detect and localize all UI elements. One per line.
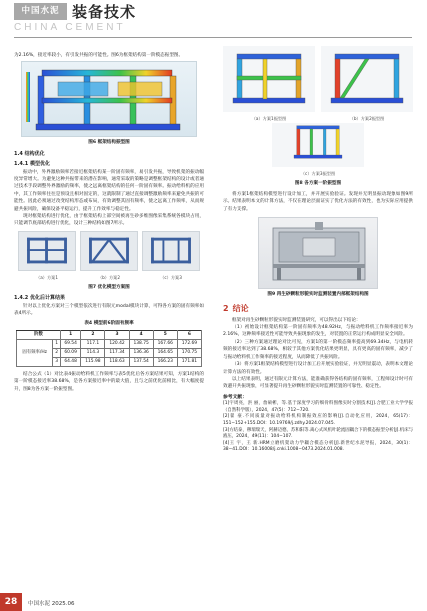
- table-cell: 137.54: [129, 357, 153, 366]
- section-2-heading: [223, 303, 413, 315]
- paragraph-comparison: 结合公式（1）对比表4振动给料机工作频率与表5优化后各方案结果可知，方案1结构的第一阶模态接近率38.68%，是各方案接近率中的最大值，且与之前优化前相比，有大幅度提升，图8为各方案一阶振型图。: [14, 371, 204, 392]
- table-header-cell: 4: [129, 330, 153, 339]
- table-cell: 114.3: [81, 348, 105, 357]
- section-2-number: 2: [223, 303, 229, 313]
- table-4-caption: 表4 模型前6阶固有频率: [84, 321, 134, 327]
- figure-7-subcaption-a: （a）方案1: [36, 275, 58, 281]
- scheme-1-mode-image: [223, 46, 315, 112]
- conclusion-item-2: （2）三种方案通过理论对比可见，方案1的第一阶模态频率提高到69.34Hz，与电机转频的接近率达到了38.68%，相较于其他方案优化结果更明显，具有更高的固有频率，减少了与振动给料机工作频率的接近程度，从而降低了共振风险。: [223, 339, 413, 360]
- section-1-4-heading: 1.4 结构优化: [14, 150, 45, 157]
- figure-7-panel-c: [142, 231, 200, 282]
- table-cell: 167.66: [153, 339, 177, 348]
- section-2-title: 结论: [232, 303, 249, 313]
- table-header-cell: 6: [177, 330, 201, 339]
- figure-8-row-2: [223, 123, 413, 178]
- figure-7-caption: 图7 优化模型方案图: [88, 284, 130, 290]
- table-cell: 60.09: [60, 348, 80, 357]
- figure-8-caption: 图8 各方案一阶振型图: [294, 180, 342, 186]
- table-cell: 115.98: [81, 357, 105, 366]
- table-cell-scheme: 3: [53, 357, 61, 366]
- table-header-cell: 2: [81, 330, 105, 339]
- figure-7-schemes: [18, 231, 200, 282]
- table-cell: 164.65: [153, 348, 177, 357]
- figure-6-caption: 图6 框架结构振型图: [88, 140, 130, 146]
- reference-item: [2]翟 豪.不同质量对振动给料机构制振效应的影响[J].自动化应用，2024，65(17)：151−152+155.DOI：10.19769/j.zdhy.2024.07.045.: [223, 414, 413, 426]
- table-header-cell: 3: [105, 330, 129, 339]
- table-header-cell: 5: [153, 330, 177, 339]
- figure-8-subcaption-c: （c）方案3振型图: [300, 171, 336, 177]
- natural-frequency-table: [16, 330, 202, 367]
- scheme-3-mode-image: [272, 123, 364, 167]
- figure-8-subcaption-b: （b）方案2振型图: [349, 116, 385, 122]
- table-cell: 69.54: [60, 339, 80, 348]
- paragraph-conclusion-intro: 框架对再生砂颗粒形貌实时监测装置研究，可以得出以下结论：: [232, 317, 361, 323]
- footer-issue: 中国水泥 2025.06: [28, 600, 75, 607]
- table-cell: 166.23: [153, 357, 177, 366]
- scheme-2-mode-image: [321, 46, 413, 112]
- paragraph-experimental-validation: 将方案1框架结构模型进行设计加工，并开展实验验证。发现并无明显振动现象如图9所示。结果表明本文的计算方法，不仅在理论层面证实了优化方法的有效性，也为实际应用提供了有力支撑。: [223, 192, 413, 212]
- table-cell: 117.34: [105, 348, 129, 357]
- table-cell: 138.75: [129, 339, 153, 348]
- conclusion-item-3: （3）将方案1框架结构模型进行设计加工后开展实验验证，并无明显震动，表明本文理论计算方法的有效性。: [223, 362, 413, 375]
- figure-7-subcaption-b: （b）方案2: [97, 275, 121, 281]
- table-row: [17, 339, 202, 348]
- page-number: 28: [0, 593, 22, 611]
- figure-7-panel-a: [18, 231, 76, 282]
- header-divider: [14, 37, 412, 38]
- table-cell-scheme: 1: [53, 339, 61, 348]
- figure-8-panel-a: [223, 46, 315, 123]
- reference-item: [3]方结泰，穆瑞瑞天，阿赫迈德，苏和阳等.离心式风机叶轮流固耦合下的模态振型分析[J].机床与液压，2024，49(11)：104−107.: [223, 427, 413, 440]
- table-cell: 118.63: [105, 357, 129, 366]
- conclusion-item-1: （1）初始设计框架结构第一阶固有频率为48.92Hz，与振动给料机工作频率接近率为2.16%，这种频率接近性可能导致共振现象的发生，对装置的正常运行构成明显安全风险。: [223, 325, 413, 338]
- scheme-3-image: [142, 231, 200, 271]
- table-cell: 117.1: [81, 339, 105, 348]
- table-header-cell: 1: [60, 330, 80, 339]
- journal-logo: 中国水泥: [14, 3, 67, 20]
- references-heading: 参考文献：: [223, 394, 247, 400]
- figure-9-device-frame: [258, 217, 378, 289]
- page-footer: [0, 593, 427, 611]
- journal-subtitle: CHINA CEMENT: [14, 22, 126, 33]
- reference-item: [1]宇周亮，洪 丽，詹硕彬，等.基于深度学习的细骨料图像实时分割技术[J].合肥工业大学学报（自然科学版），2024，47(5)：712−720.: [223, 401, 413, 413]
- right-column: [223, 46, 413, 454]
- figure-8-mode-shapes: [223, 46, 413, 123]
- intro-paragraph: 为2.16%，接近率较小，有引发共振的可能性。图6为框架结构第一阶模态振型图。: [14, 53, 184, 58]
- table-header-order: 阶数: [17, 330, 61, 339]
- figure-9-caption: 图9 再生砂颗粒形貌实时监测装置内部框架结构图: [267, 292, 369, 298]
- table-cell: 120.42: [105, 339, 129, 348]
- section-1-4-2-heading: 1.4.2 优化后计算结果: [14, 295, 65, 302]
- table-row-group-label: 固有频率/Hz: [17, 339, 53, 366]
- paragraph-frame-optimization: 现对框架结构进行优化，由于框架结构上部空间被再生砂多维图像采集系统各模块占用，只能调节底部结构进行优化，设计三种结构如图7所示。: [14, 214, 204, 227]
- table-cell: 64.48: [60, 357, 80, 366]
- figure-8-panel-b: [321, 46, 413, 123]
- paragraph-conclusion-summary: 以上结果表明，通过有限元计算方法，能准确获得各结构的固有频率，工程师设计时可有效避开共振现象，可显著提升再生砂颗粒形貌实时监测装置的可靠性、稳定性。: [223, 376, 413, 390]
- scheme-1-image: [18, 231, 76, 271]
- left-column: [14, 52, 204, 393]
- section-1-4-1-heading: 1.4.1 模型优化: [14, 161, 50, 168]
- scheme-2-image: [80, 231, 138, 271]
- figure-8-panel-c: [272, 123, 364, 178]
- table-cell: 170.75: [177, 348, 201, 357]
- figure-7-subcaption-c: （c）方案3: [160, 275, 182, 281]
- table-cell: 171.81: [177, 357, 201, 366]
- frame-mode-shape-image: [22, 62, 198, 138]
- paragraph-computation-results: 针对以上优化方案对三个模型依次进行有限元modal模块计算，可得各方案的固有频率如表4所示。: [14, 303, 204, 316]
- device-frame-photo: [259, 218, 379, 290]
- table-cell: 172.69: [177, 339, 201, 348]
- table-cell: 136.36: [129, 348, 153, 357]
- column-title: 装备技术: [72, 3, 137, 21]
- reference-item: [4]王 宇，王 新.HRM立磨机架动力学耦合模态分析[J].新世纪水泥导报，2024，30(1)：38−41.DOI：10.16008/j.cnki.1008−0473.2024.01.008.: [223, 440, 413, 453]
- figure-6-vibration-mode: [21, 61, 197, 137]
- paragraph-model-optimization: 振动中，外界激励频率若接近框架结构某一阶固有频率，易引发共振，导致机架的振动幅度异常增大。为避免这种共振带来的潜在影响，通常采取的策略是调整框架结构的设计或者通过技术手段调整外界激励的频率，使之远离框架结构的任何一阶固有频率。振动给料机的应用中，其工作频率往往是预设且相对固定的，这就限制了通过直接调整激励频率来避免共振的可能性。因此必须通过改变结构形态或布局，有效调整其固有频率，使之远离工作频率，从而规避共振风险，确保设备平稳运行，提升工作效率与稳定性。: [14, 169, 204, 212]
- table-cell-scheme: 2: [53, 348, 61, 357]
- figure-7-panel-b: [80, 231, 138, 282]
- page-header: [0, 0, 427, 44]
- figure-8-subcaption-a: （a）方案1振型图: [251, 116, 287, 122]
